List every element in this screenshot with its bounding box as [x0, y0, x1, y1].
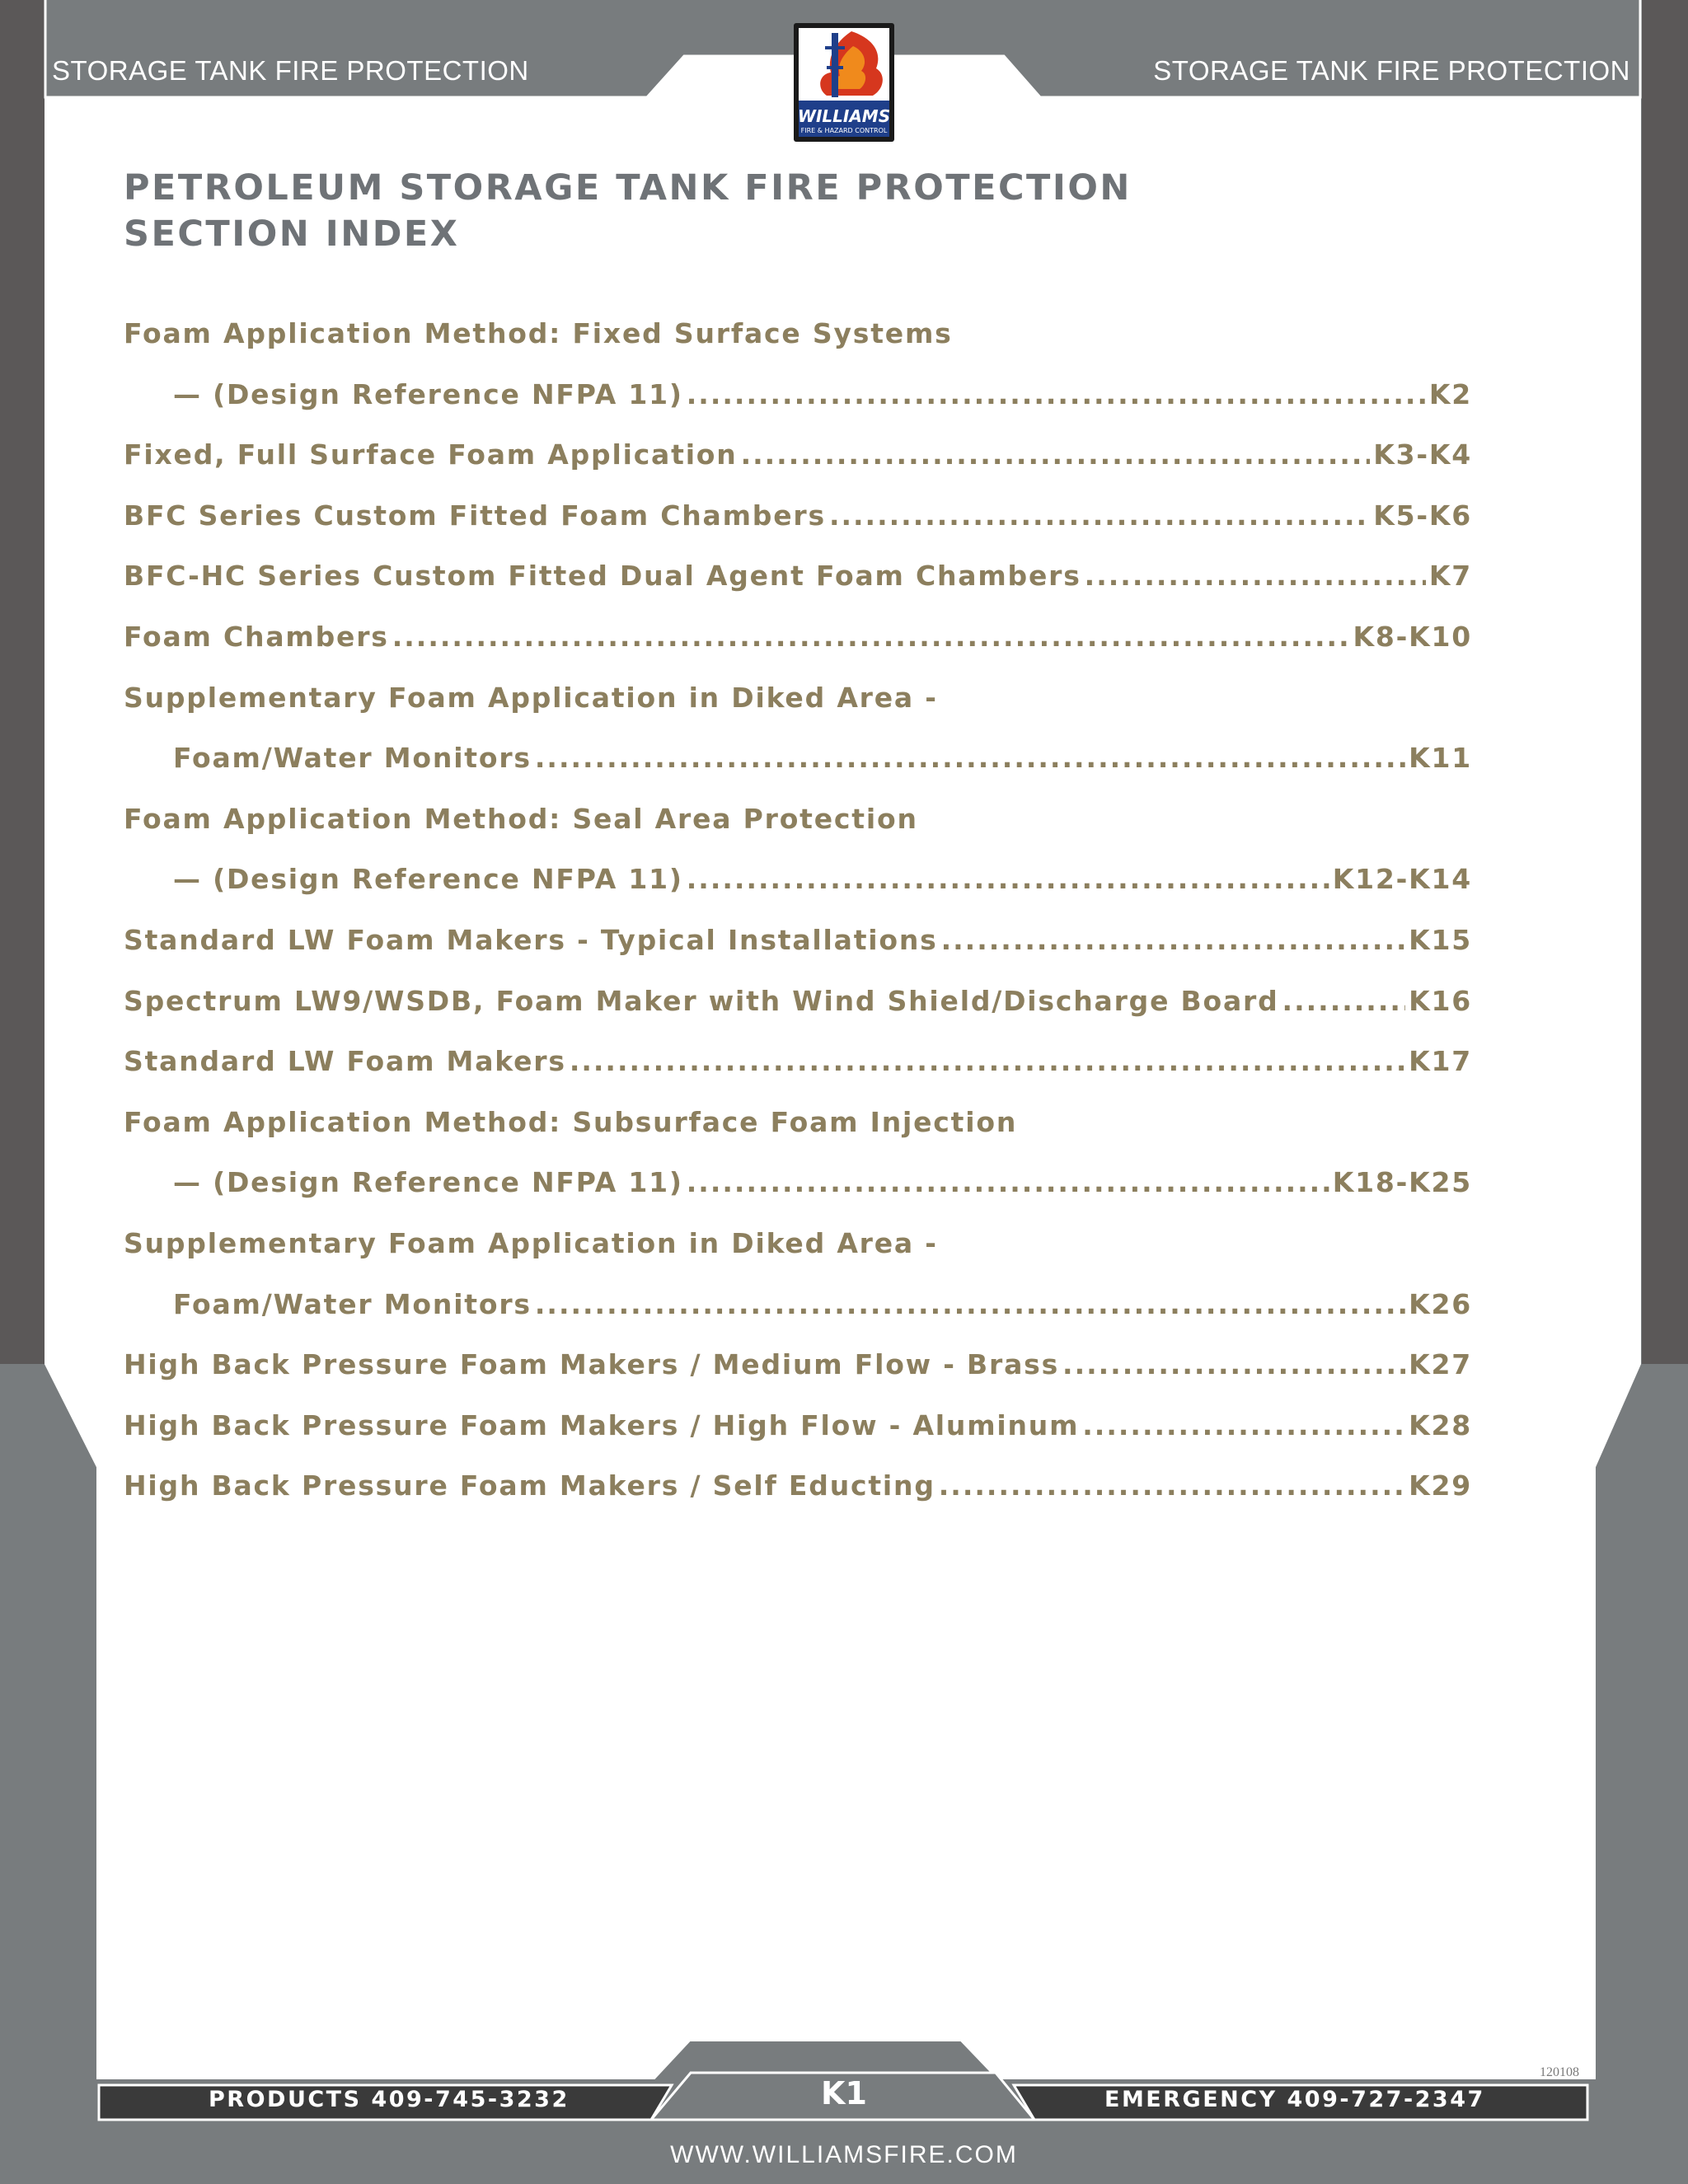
index-entry[interactable] [124, 317, 1472, 365]
index-entry-title: Foam Application Method: Subsurface Foam Injection [124, 1106, 1018, 1138]
left-side-bar [0, 0, 45, 1364]
logo-brand: WILLIAMS [797, 106, 891, 126]
index-entry-page: K15 [1409, 924, 1472, 956]
dot-leader [535, 742, 1405, 774]
index-entry-title: High Back Pressure Foam Makers / Medium Flow - Brass [124, 1348, 1060, 1380]
index-entry[interactable] [124, 985, 1472, 1033]
index-entry-title: High Back Pressure Foam Makers / High Flow - Aluminum [124, 1409, 1080, 1441]
page-title-line-2: SECTION INDEX [124, 213, 460, 255]
dot-leader [687, 1166, 1329, 1198]
index-entry[interactable] [124, 682, 1472, 729]
products-phone: PRODUCTS 409-745-3232 [209, 2087, 570, 2112]
right-side-bar [1642, 0, 1688, 1364]
index-entry[interactable] [173, 742, 1472, 790]
index-entry-title: Spectrum LW9/WSDB, Foam Maker with Wind Shield/Discharge Board [124, 985, 1279, 1017]
index-entry[interactable] [124, 438, 1472, 486]
index-entry[interactable] [124, 1045, 1472, 1093]
page-number: K1 [821, 2075, 867, 2111]
index-entry[interactable] [124, 924, 1472, 972]
index-entry-title: — (Design Reference NFPA 11) [173, 863, 683, 895]
index-entry[interactable] [124, 499, 1472, 547]
index-entry-title: BFC-HC Series Custom Fitted Dual Agent Foam Chambers [124, 560, 1081, 592]
dot-leader [1085, 560, 1426, 592]
index-entry[interactable] [124, 621, 1472, 668]
index-entry-page: K18-K25 [1332, 1166, 1472, 1198]
index-entry-title: Supplementary Foam Application in Diked Area - [124, 1227, 938, 1259]
index-entry[interactable] [173, 1166, 1472, 1214]
index-entry-page: K28 [1409, 1409, 1472, 1441]
index-entry-title: — (Design Reference NFPA 11) [173, 1166, 683, 1198]
index-entry[interactable] [124, 560, 1472, 607]
header-left-label: STORAGE TANK FIRE PROTECTION [52, 55, 529, 86]
index-entry-page: K3-K4 [1373, 438, 1472, 471]
page-title-line-1: PETROLEUM STORAGE TANK FIRE PROTECTION [124, 167, 1132, 209]
dot-leader [1062, 1348, 1405, 1380]
dot-leader [829, 499, 1370, 532]
index-entry-page: K29 [1409, 1469, 1472, 1502]
index-entry[interactable] [173, 1288, 1472, 1336]
index-entry[interactable] [124, 1348, 1472, 1396]
index-entry-page: K16 [1409, 985, 1472, 1017]
index-entry-title: BFC Series Custom Fitted Foam Chambers [124, 499, 826, 532]
index-entry-title: Supplementary Foam Application in Diked Area - [124, 682, 938, 714]
dot-leader [1082, 1409, 1405, 1441]
emergency-phone: EMERGENCY 409-727-2347 [1104, 2087, 1485, 2112]
index-entry-page: K27 [1409, 1348, 1472, 1380]
header-right-label: STORAGE TANK FIRE PROTECTION [1153, 55, 1630, 86]
index-entry-title: Foam Chambers [124, 621, 389, 653]
index-entry-title: Foam Application Method: Seal Area Protection [124, 803, 918, 835]
dot-leader [1282, 985, 1406, 1017]
dot-leader [570, 1045, 1405, 1077]
website-url[interactable]: WWW.WILLIAMSFIRE.COM [670, 2141, 1018, 2168]
index-entry-title: Foam Application Method: Fixed Surface Systems [124, 317, 953, 349]
index-entry[interactable] [124, 1409, 1472, 1457]
index-entry[interactable] [173, 378, 1472, 426]
index-entry[interactable] [124, 1469, 1472, 1517]
index-entry-page: K17 [1409, 1045, 1472, 1077]
document-code: 120108 [1540, 2065, 1579, 2079]
dot-leader [687, 863, 1329, 895]
index-entry-page: K5-K6 [1373, 499, 1472, 532]
index-entry-title: Standard LW Foam Makers [124, 1045, 566, 1077]
index-entry-title: — (Design Reference NFPA 11) [173, 378, 683, 410]
dot-leader [741, 438, 1371, 471]
dot-leader [535, 1288, 1405, 1320]
index-entry-page: K11 [1409, 742, 1472, 774]
logo-tagline: FIRE & HAZARD CONTROL [800, 127, 888, 134]
index-entry-title: Foam/Water Monitors [173, 1288, 532, 1320]
index-entry-page: K7 [1428, 560, 1472, 592]
dot-leader [392, 621, 1350, 653]
index-entry[interactable] [124, 803, 1472, 851]
dot-leader [939, 1469, 1405, 1502]
index-entry-title: Foam/Water Monitors [173, 742, 532, 774]
williams-logo-icon [794, 23, 894, 142]
index-entry-page: K8-K10 [1353, 621, 1472, 653]
dot-leader [687, 378, 1426, 410]
index-entry-page: K2 [1428, 378, 1472, 410]
index-entry-title: Standard LW Foam Makers - Typical Installations [124, 924, 938, 956]
dot-leader [941, 924, 1405, 956]
page-title [124, 165, 1132, 257]
index-entry[interactable] [124, 1227, 1472, 1275]
index-entry-title: Fixed, Full Surface Foam Application [124, 438, 738, 471]
index-entry-title: High Back Pressure Foam Makers / Self Educting [124, 1469, 935, 1502]
index-entry-page: K26 [1409, 1288, 1472, 1320]
index-entry[interactable] [173, 863, 1472, 911]
index-entry[interactable] [124, 1106, 1472, 1154]
index-entry-page: K12-K14 [1332, 863, 1472, 895]
